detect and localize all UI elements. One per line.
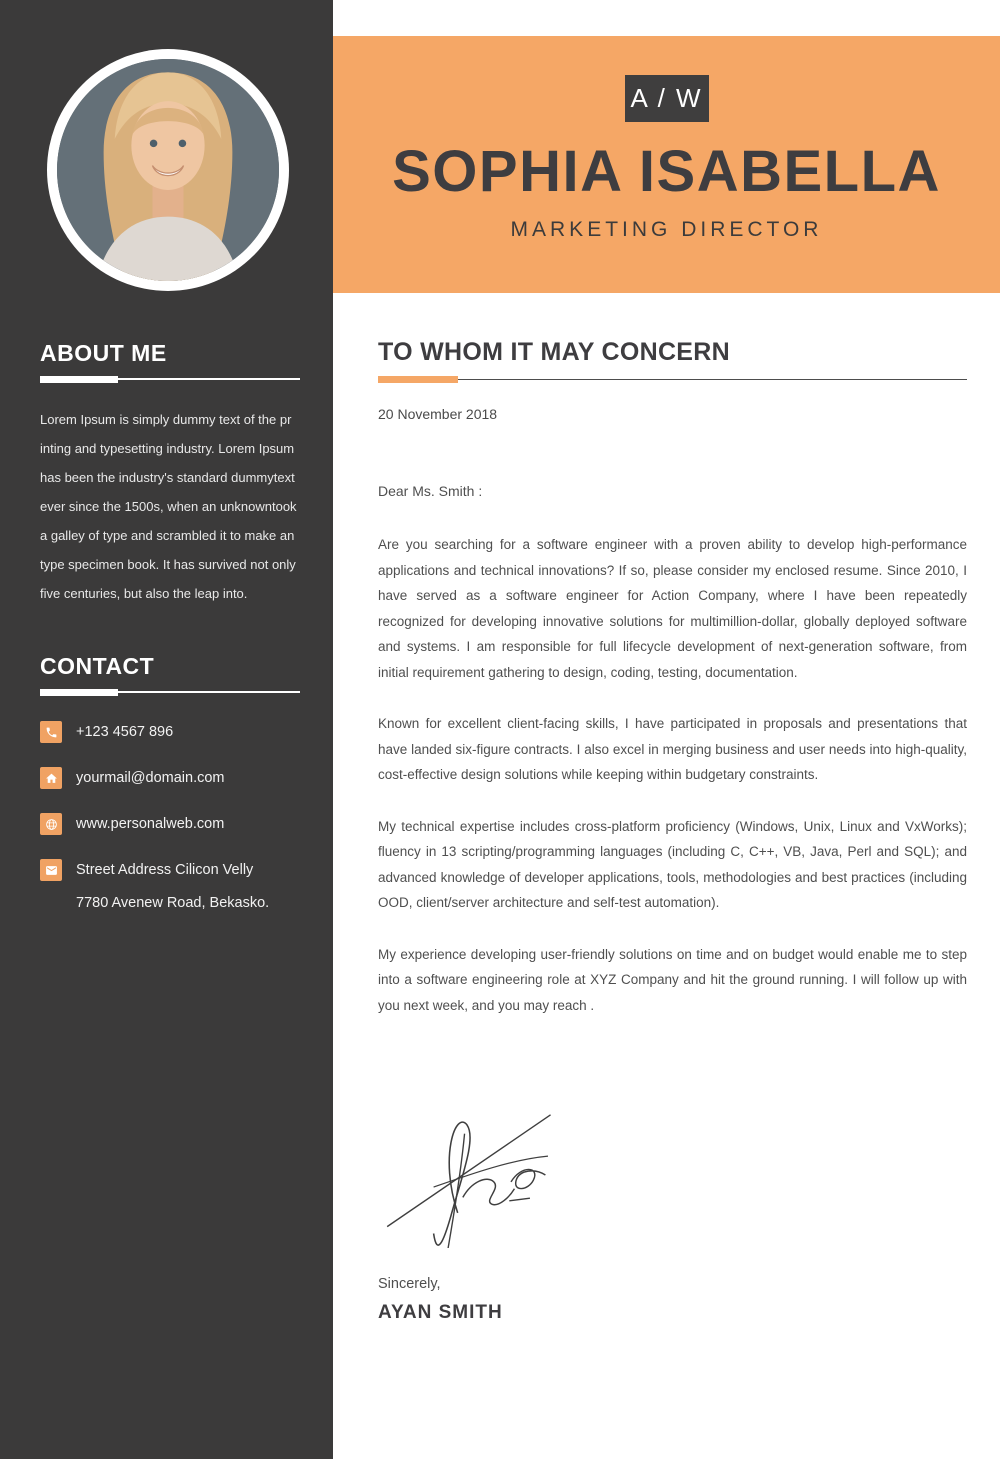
letter-content	[378, 338, 967, 1324]
about-text-line: ever since the 1500s, when an unknowntook	[40, 499, 297, 514]
contact-row-address	[40, 859, 302, 914]
contact-address-line: 7780 Avenew Road, Bekasko.	[76, 895, 270, 911]
about-text-line: type specimen book. It has survived not only	[40, 557, 296, 572]
about-text-line: has been the industry's standard dummytext	[40, 470, 295, 485]
about-heading: ABOUT ME	[40, 340, 167, 366]
person-role: MARKETING DIRECTOR	[510, 218, 823, 241]
about-text-line: five centuries, but also the leap into.	[40, 586, 248, 601]
envelope-icon	[40, 859, 62, 881]
contact-divider	[40, 689, 302, 696]
contact-email-value: yourmail@domain.com	[76, 770, 225, 786]
about-text-line: inting and typesetting industry. Lorem Ipsum	[40, 441, 295, 456]
letter-paragraph: My technical expertise includes cross-platform proficiency (Windows, Unix, Linux and VxWorks); fluency in 13 scripting/programming languages (including C, C++, VB, Java, Perl and SQL); and advanced knowledge of developer applications, tools, methodologies and best practices (including OOD, client/server architecture and self-test automation).	[378, 818, 967, 910]
sidebar	[0, 0, 333, 1459]
contact-address-line: Street Address Cilicon Velly	[76, 862, 254, 878]
contact-row-website	[40, 813, 302, 835]
profile-photo-frame	[47, 49, 289, 291]
letter-heading-divider	[378, 376, 967, 383]
about-text-line: a galley of type and scrambled it to make an	[40, 528, 295, 543]
profile-photo	[57, 59, 279, 281]
contact-row-email	[40, 767, 302, 789]
about-divider	[40, 376, 302, 383]
letter-paragraph: My experience developing user-friendly solutions on time and on budget would enable me to step into a software engineering role at XYZ Company and hit the ground running. I will follow up with you next week, and you may reach .	[378, 946, 967, 1013]
about-text-line: Lorem Ipsum is simply dummy text of the pr	[40, 412, 292, 427]
signature-image	[382, 1090, 554, 1248]
about-text	[40, 405, 302, 608]
portrait-illustration	[57, 59, 279, 281]
letter-paragraph: Are you searching for a software engineer with a proven ability to develop high-performance applications and technical innovations? If so, please consider my enclosed resume. Since 2010, I have served as a software engineer for Action Company, where I have been repeatedly recognized for developing innovative solutions for multimillion-dollar, globally deployed software and systems. I am responsible for full lifecycle development of next-generation software, from initial requirement gathering to design, coding, testing, documentation.	[378, 537, 967, 680]
phone-icon	[40, 721, 62, 743]
contact-phone-value: +123 4567 896	[76, 724, 174, 740]
letter-signer-name: AYAN SMITH	[378, 1302, 503, 1323]
contact-address-value	[76, 859, 269, 914]
letter-body	[378, 532, 967, 1018]
home-icon	[40, 767, 62, 789]
contact-row-phone	[40, 721, 302, 743]
letter-date: 20 November 2018	[378, 406, 498, 422]
contact-heading: CONTACT	[40, 653, 155, 679]
contact-list	[40, 721, 302, 914]
about-section	[40, 340, 302, 608]
letter-heading: TO WHOM IT MAY CONCERN	[378, 338, 730, 366]
letter-paragraph: Known for excellent client-facing skills, I have participated in proposals and presentations that have landed six-figure contracts. I also excel in merging business and user needs into high-quality, cost-effective design solutions while keeping within budgetary constraints.	[378, 716, 967, 782]
letter-closing: Sincerely,	[378, 1276, 441, 1292]
header-banner	[333, 36, 1000, 293]
monogram-badge: A / W	[625, 75, 709, 122]
person-name: SOPHIA ISABELLA	[392, 139, 941, 204]
contact-section	[40, 653, 302, 938]
letter-salutation: Dear Ms. Smith :	[378, 483, 483, 499]
globe-icon	[40, 813, 62, 835]
contact-website-value: www.personalweb.com	[76, 816, 225, 832]
